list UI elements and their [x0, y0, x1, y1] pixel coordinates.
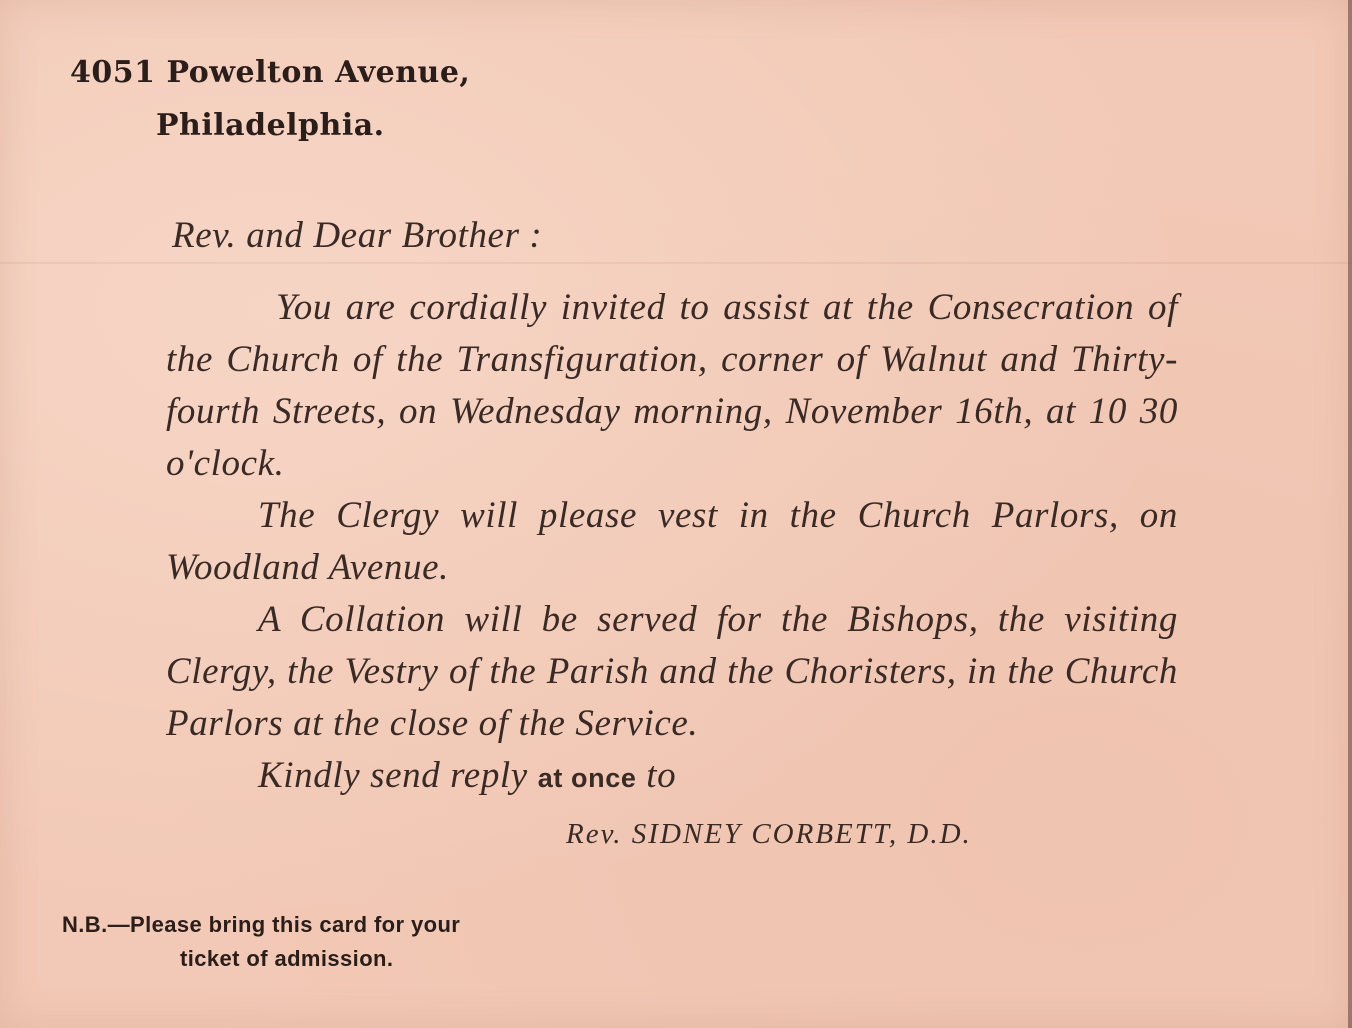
invitation-paragraph: You are cordially invited to assist at the Consecration of the Church of the Transfiguration, corner of Walnut and Thirty-fourth Streets, on Wednesday morning, November 16th, at 10 30 o'clock. [166, 287, 1178, 484]
reply-emphasis: at once [537, 763, 637, 793]
address-block [70, 55, 470, 143]
reply-prefix: Kindly send reply [258, 755, 528, 796]
address-street: 4051 Powelton Avenue, [70, 55, 471, 90]
salutation: Rev. and Dear Brother : [172, 215, 543, 256]
letter-body [166, 282, 1178, 804]
admission-note [62, 908, 460, 976]
reply-suffix: to [646, 755, 677, 796]
signature: Rev. SIDNEY CORBETT, D.D. [566, 818, 972, 850]
card-edge-shadow [1348, 0, 1352, 1028]
collation-paragraph: A Collation will be served for the Bishops, the visiting Clergy, the Vestry of the Parish and the Choristers, in the Church Parlors at the close of the Service. [166, 599, 1178, 744]
note-line-2: ticket of admission. [180, 946, 394, 971]
card-crease [0, 262, 1352, 264]
reply-paragraph [166, 750, 1178, 804]
note-line-1: N.B.—Please bring this card for your [62, 912, 461, 937]
vesting-paragraph: The Clergy will please vest in the Church Parlors, on Woodland Avenue. [166, 495, 1178, 588]
address-city: Philadelphia. [156, 108, 385, 143]
